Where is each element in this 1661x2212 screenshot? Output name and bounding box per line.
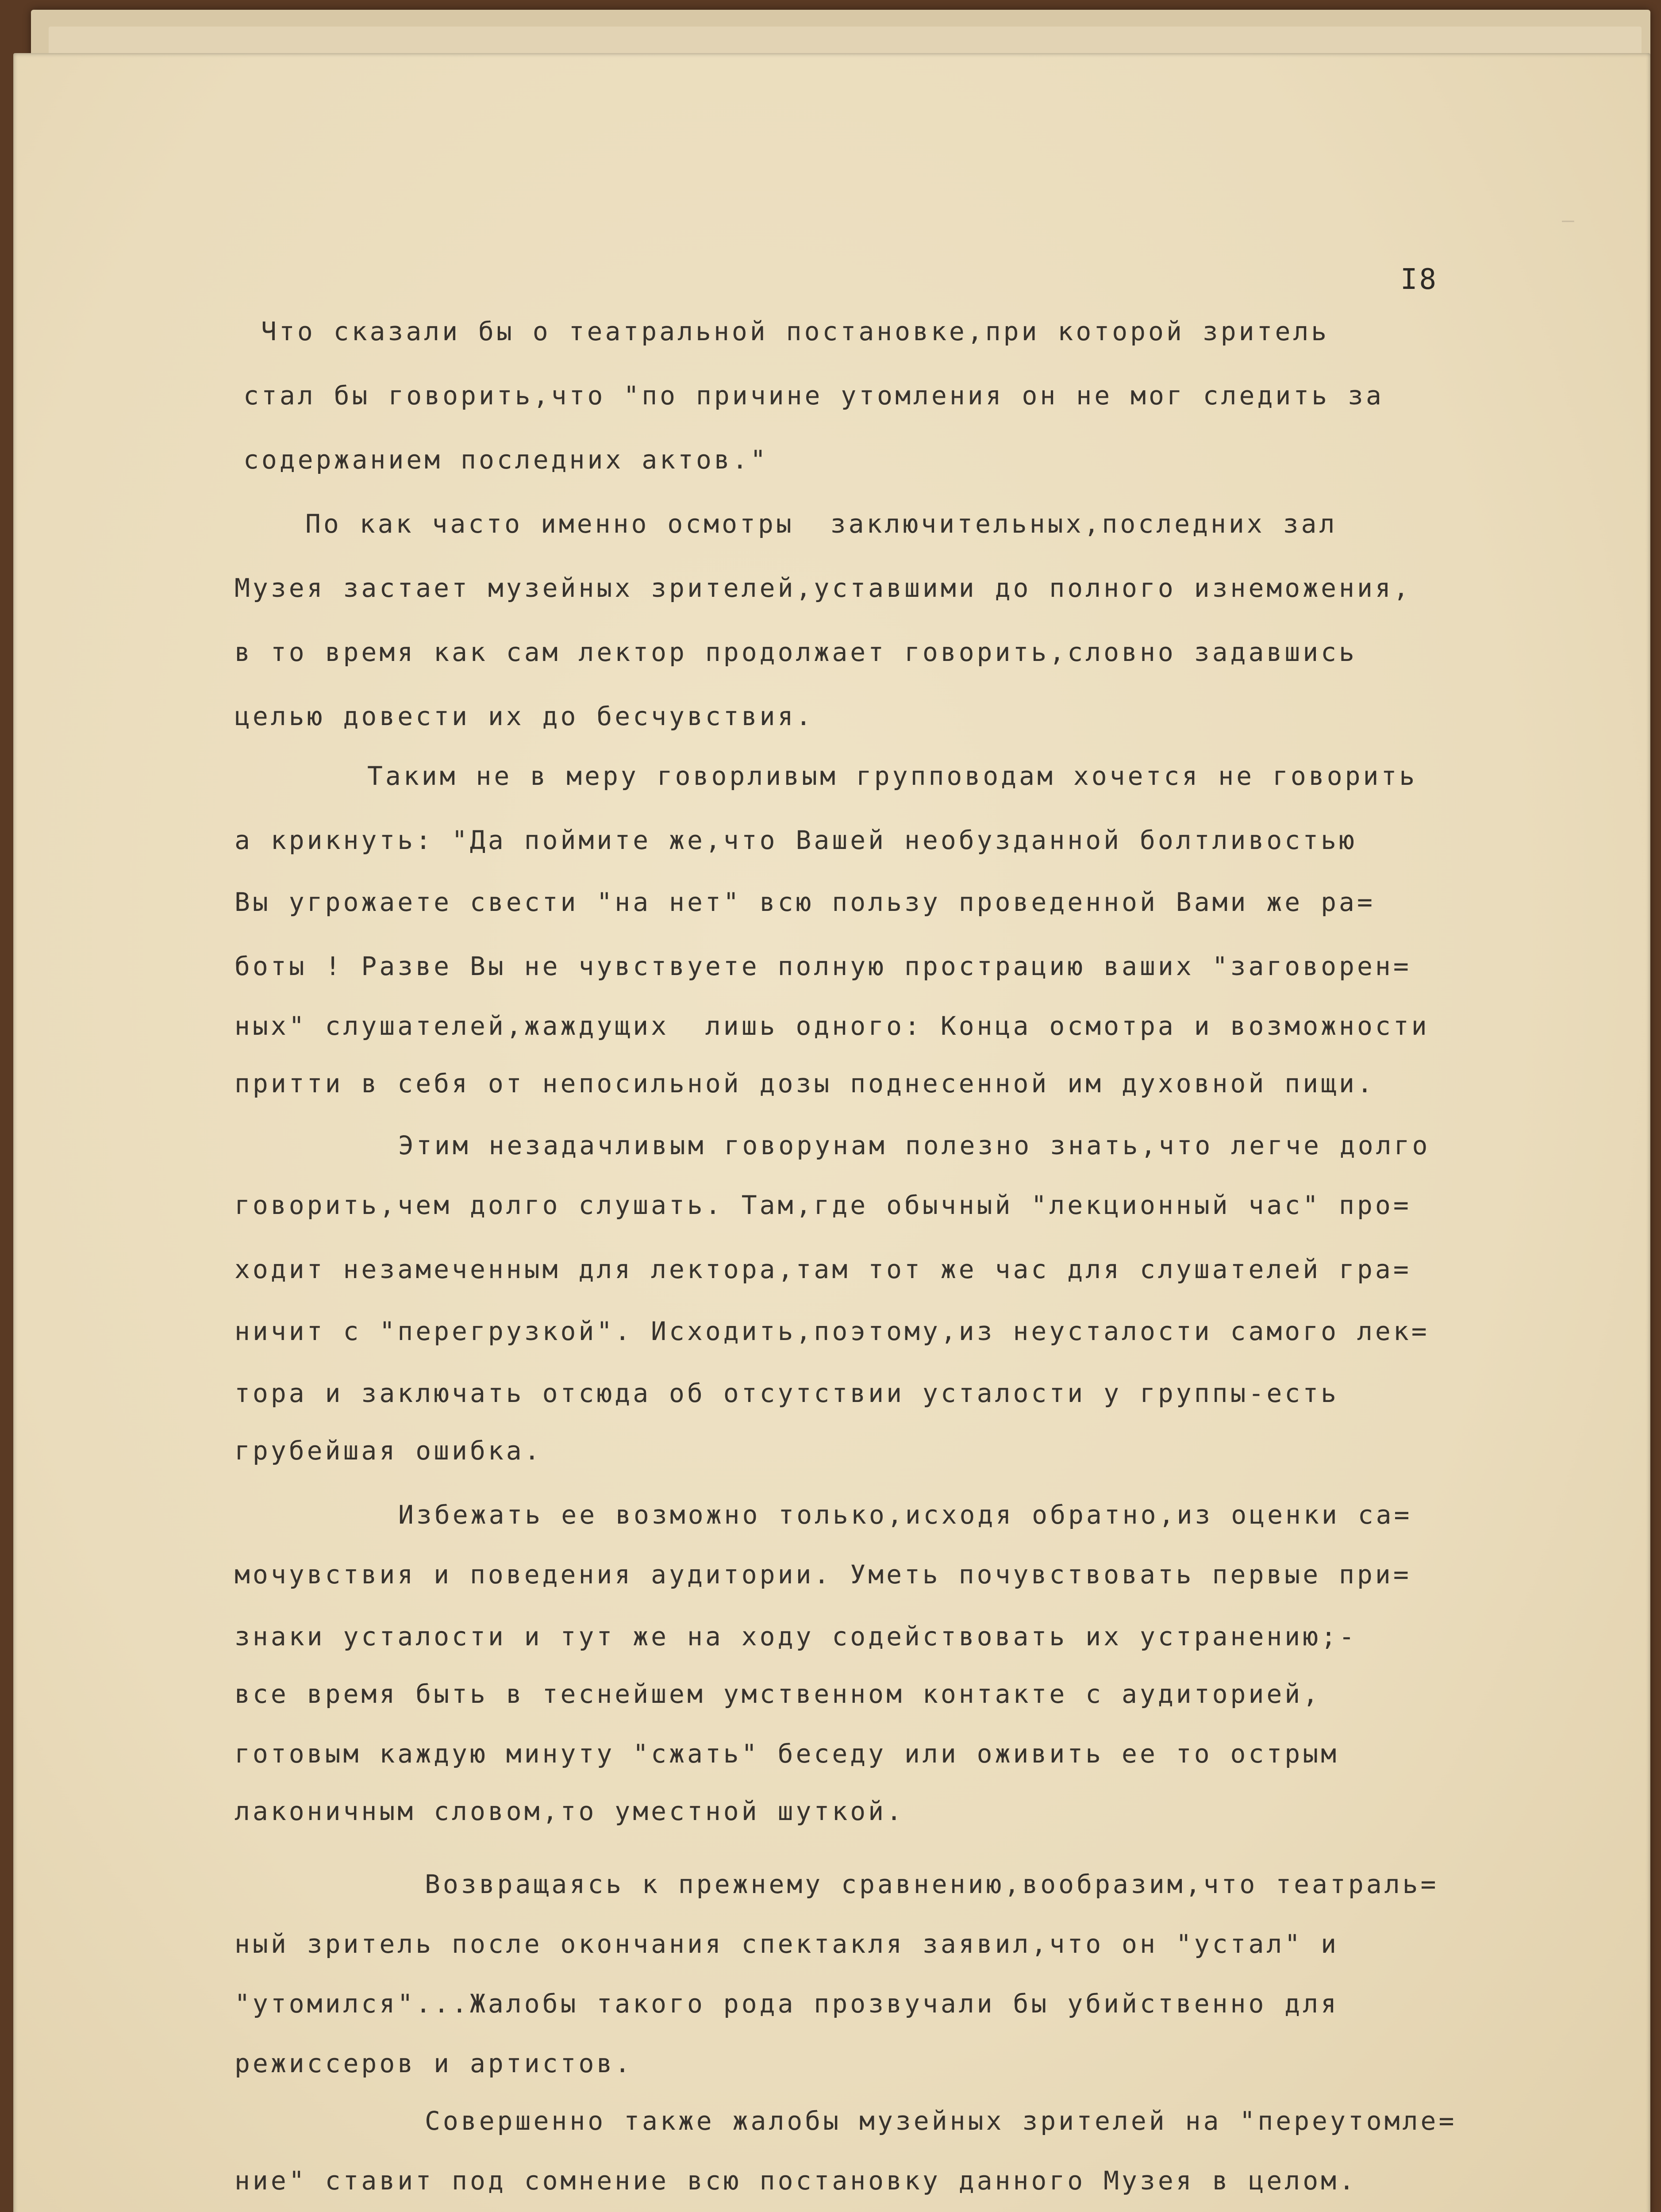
text-line: Избежать ее возможно только,исходя обратно,из оценки са= xyxy=(398,1500,1412,1530)
text-line: Музея застает музейных зрителей,уставшими до полного изнеможения, xyxy=(235,573,1411,603)
text-line: а крикнуть: "Да поймите же,что Вашей необузданной болтливостью xyxy=(235,825,1357,855)
text-line: притти в себя от непосильной дозы поднесенной им духовной пищи. xyxy=(235,1068,1375,1098)
text-line: Совершенно также жалобы музейных зрителей на "переутомле= xyxy=(425,2106,1457,2136)
text-line: ничит с "перегрузкой". Исходить,поэтому,из неусталости самого лек= xyxy=(235,1316,1430,1346)
text-line: мочувствия и поведения аудитории. Уметь почувствовать первые при= xyxy=(235,1559,1411,1590)
text-line: Таким не в меру говорливым групповодам хочется не говорить xyxy=(367,761,1418,791)
page-number: I8 xyxy=(1400,263,1438,296)
text-line: "утомился"...Жалобы такого рода прозвучали бы убийственно для xyxy=(235,1989,1339,2019)
text-line: Что сказали бы о театральной постановке,при которой зритель xyxy=(261,316,1330,346)
text-line: Вы угрожаете свести "на нет" всю пользу проведенной Вами же ра= xyxy=(235,887,1375,917)
text-line: готовым каждую минуту "сжать" беседу или оживить ее то острым xyxy=(235,1739,1339,1769)
text-line: содержанием последних актов." xyxy=(243,445,769,475)
text-line: грубейшая ошибка. xyxy=(235,1436,542,1466)
text-line: ных" слушателей,жаждущих лишь одного: Конца осмотра и возможности xyxy=(235,1011,1430,1041)
text-line: целью довести их до бесчувствия. xyxy=(235,701,814,731)
text-line: знаки усталости и тут же на ходу содействовать их устранению;- xyxy=(235,1621,1357,1651)
text-line: По как часто именно осмотры заключительных,последних зал xyxy=(305,509,1338,539)
text-line: боты ! Разве Вы не чувствуете полную прострацию ваших "заговорен= xyxy=(235,951,1411,981)
text-line: Возвращаясь к прежнему сравнению,вообразим,что театраль= xyxy=(425,1869,1439,1899)
text-line: ходит незамеченным для лектора,там тот же час для слушателей гра= xyxy=(235,1254,1411,1284)
text-line: лаконичным словом,то уместной шуткой. xyxy=(235,1796,905,1826)
text-line: говорить,чем долго слушать. Там,где обычный "лекционный час" про= xyxy=(235,1190,1411,1220)
text-line: ный зритель после окончания спектакля заявил,что он "устал" и xyxy=(235,1929,1339,1959)
text-line: режиссеров и артистов. xyxy=(235,2048,633,2078)
text-line: Этим незадачливым говорунам полезно знать,что легче долго xyxy=(398,1130,1430,1160)
text-line: ние" ставит под сомнение всю постановку данного Музея в целом. xyxy=(235,2166,1357,2196)
text-line: тора и заключать отсюда об отсутствии усталости у группы-есть xyxy=(235,1378,1339,1408)
text-line: все время быть в теснейшем умственном контакте с аудиторией, xyxy=(235,1679,1321,1709)
bleed-through-mark: — xyxy=(1562,208,1576,232)
body-text xyxy=(13,53,1650,2212)
text-line: стал бы говорить,что "по причине утомления он не мог следить за xyxy=(243,380,1384,411)
typewritten-page xyxy=(13,53,1650,2212)
text-line: в то время как сам лектор продолжает говорить,словно задавшись xyxy=(235,637,1357,667)
